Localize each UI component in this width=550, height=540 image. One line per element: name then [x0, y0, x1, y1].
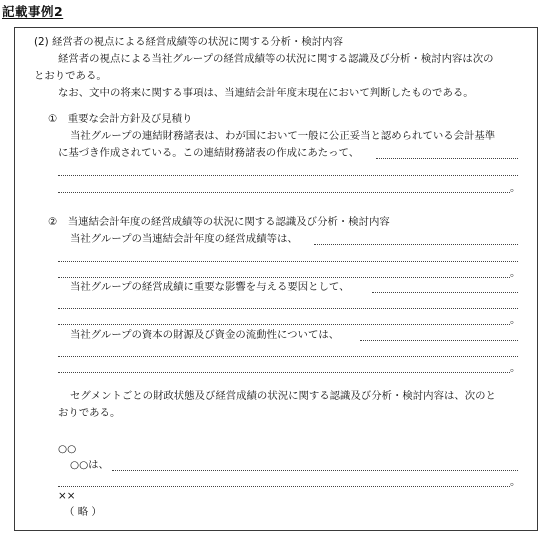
segment-line1: セグメントごとの財政状態及び経営成績の状況に関する認識及び分析・検討内容は、次のと — [70, 390, 496, 402]
blank-line — [372, 292, 518, 293]
second-heading: ×× — [58, 490, 76, 502]
page-title: 記載事例2 — [2, 4, 64, 19]
period-mark: 。 — [510, 267, 521, 279]
item2-paragraph1: 当社グループの当連結会計年度の経営成績等は、 — [70, 233, 298, 245]
item2-paragraph3: 当社グループの資本の財源及び資金の流動性については、 — [70, 329, 340, 341]
blank-line — [58, 356, 518, 357]
blank-line — [58, 192, 510, 193]
section-note: なお、文中の将来に関する事項は、当連結会計年度末現在において判断したものである。 — [58, 87, 474, 99]
placeholder-heading: ○○ — [58, 443, 77, 455]
period-mark: 。 — [510, 476, 521, 488]
item2-heading: ② 当連結会計年度の経営成績等の状況に関する認識及び分析・検討内容 — [48, 216, 390, 228]
blank-line — [58, 175, 518, 176]
period-mark: 。 — [510, 182, 521, 194]
item1-heading: ① 重要な会計方針及び見積り — [48, 113, 193, 125]
blank-line — [314, 244, 518, 245]
blank-line — [360, 340, 518, 341]
item1-line1: 当社グループの連結財務諸表は、わが国において一般に公正妥当と認められている会計基準 — [70, 130, 496, 142]
blank-line — [58, 277, 510, 278]
example-frame — [14, 27, 538, 531]
placeholder-text: ○○は、 — [70, 459, 109, 471]
blank-line — [112, 470, 518, 471]
item2-paragraph2: 当社グループの経営成績に重要な影響を与える要因として、 — [70, 281, 350, 293]
section-intro-line1: 経営者の視点による当社グループの経営成績等の状況に関する認識及び分析・検討内容は次の — [58, 53, 494, 65]
blank-line — [58, 372, 510, 373]
blank-line — [58, 308, 518, 309]
blank-line — [58, 261, 518, 262]
period-mark: 。 — [510, 362, 521, 374]
blank-line — [58, 324, 510, 325]
section-heading: (2) 経営者の視点による経営成績等の状況に関する分析・検討内容 — [34, 36, 343, 48]
section-intro-line2: とおりである。 — [34, 70, 107, 82]
omitted-note: （ 略 ） — [64, 506, 102, 518]
item1-line2: に基づき作成されている。この連結財務諸表の作成にあたって、 — [58, 147, 360, 159]
blank-line — [376, 158, 518, 159]
period-mark: 。 — [510, 314, 521, 326]
blank-line — [58, 486, 510, 487]
segment-line2: おりである。 — [58, 407, 121, 419]
